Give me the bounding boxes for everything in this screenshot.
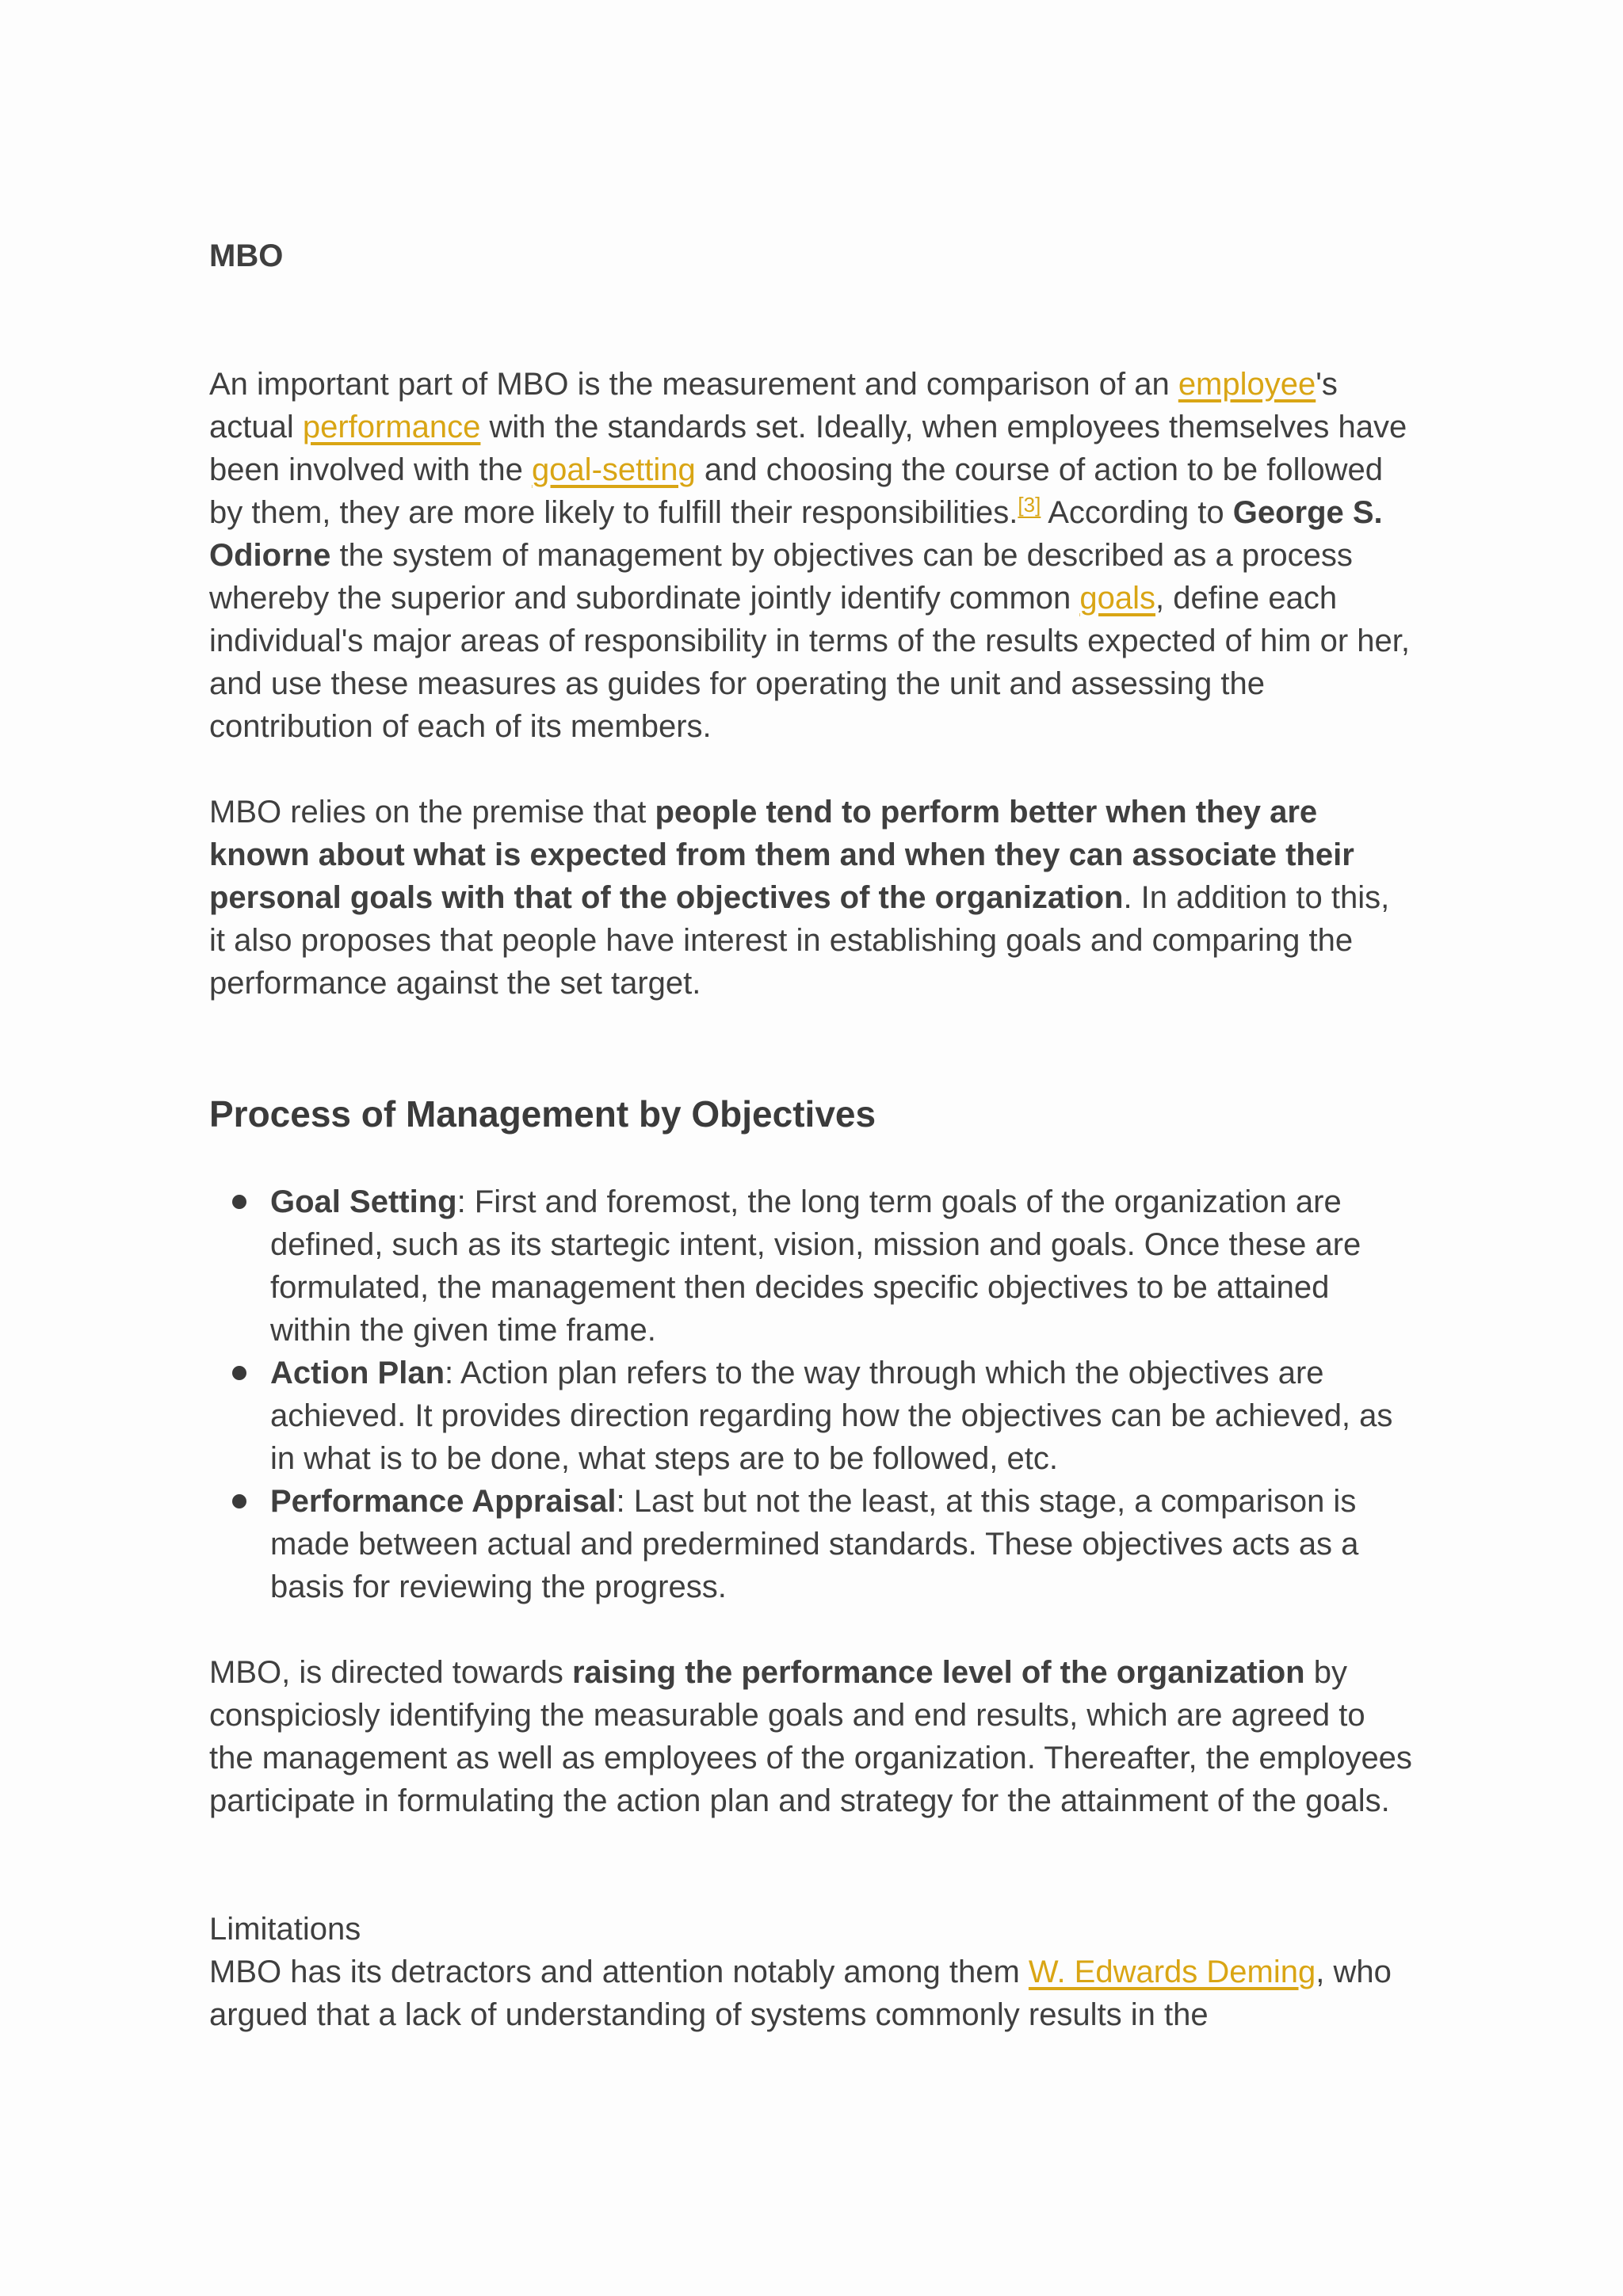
step-text: : Last but not the least, at this stage, a comparison is made between actual and predermined standards. These objectives acts as a basis for reviewing the progress. (270, 1484, 1359, 1604)
paragraph-mbo-direction (209, 1651, 1414, 1822)
bold-name-odiorne: George S. Odiorne (209, 495, 1383, 573)
paragraph-limitations (209, 1951, 1414, 2036)
list-item-performance-appraisal (209, 1480, 1414, 1608)
bullet-icon (232, 1366, 246, 1380)
text-segment: MBO, is directed towards (209, 1655, 572, 1690)
text-segment: 's actual (209, 367, 1338, 444)
text-segment: , define each individual's major areas of responsibility in terms of the results expected of him or her, and use these measures as guides for operating the unit and assessing the contribution of each of its members. (209, 581, 1410, 744)
link-goal-setting[interactable]: goal-setting (531, 452, 696, 487)
text-segment: the system of management by objectives can be described as a process whereby the superior and subordinate jointly identify common (209, 538, 1353, 616)
link-employee[interactable]: employee (1178, 367, 1316, 402)
text-segment: , who argued that a lack of understanding of systems commonly results in the (209, 1955, 1392, 2032)
bullet-icon (232, 1494, 246, 1508)
text-segment: and choosing the course of action to be followed by them, they are more likely to fulfill their responsibilities. (209, 452, 1383, 530)
bold-premise: people tend to perform better when they are known about what is expected from them and when they can associate their personal goals with that of the objectives of the organization (209, 795, 1354, 915)
document-title: MBO (209, 238, 284, 273)
link-w-edwards-deming[interactable]: W. Edwards Deming (1028, 1955, 1316, 1989)
bullet-icon (232, 1195, 246, 1209)
step-text: : First and foremost, the long term goals of the organization are defined, such as its startegic intent, vision, mission and goals. Once these are formulated, the management then decides specific objectives to be attained within the given time frame. (270, 1184, 1361, 1348)
step-term: Performance Appraisal (270, 1484, 617, 1519)
link-goals[interactable]: goals (1079, 581, 1156, 616)
paragraph-mbo-premise (209, 791, 1414, 1005)
paragraph-mbo-measurement (209, 363, 1414, 748)
text-segment: MBO relies on the premise that (209, 795, 655, 830)
step-text: : Action plan refers to the way through which the objectives are achieved. It provides direction regarding how the objectives can be achieved, as in what is to be done, what steps are to be followed, etc. (270, 1356, 1393, 1476)
step-term: Action Plan (270, 1356, 445, 1390)
text-segment: An important part of MBO is the measurement and comparison of an (209, 367, 1178, 402)
limitations-heading: Limitations (209, 1912, 361, 1947)
step-term: Goal Setting (270, 1184, 457, 1219)
list-item-action-plan (209, 1352, 1414, 1480)
link-performance[interactable]: performance (302, 410, 481, 444)
section-heading-process: Process of Management by Objectives (209, 1093, 876, 1135)
document-content (209, 235, 1414, 2036)
bold-performance-level: raising the performance level of the organization (571, 1655, 1305, 1690)
list-item-goal-setting (209, 1180, 1414, 1352)
citation-link[interactable]: [3] (1018, 493, 1041, 517)
text-segment: . In addition to this, it also proposes that people have interest in establishing goals and comparing the performance against the set target. (209, 880, 1390, 1001)
text-segment: According to (1041, 495, 1233, 530)
text-segment: with the standards set. Ideally, when employees themselves have been involved with the (209, 410, 1407, 487)
process-steps-list (209, 1180, 1414, 1608)
text-segment: by conspiciosly identifying the measurable goals and end results, which are agreed to the management as well as employees of the organization. Thereafter, the employees participate in formulating the action plan and strategy for the attainment of the goals. (209, 1655, 1412, 1818)
text-segment: MBO has its detractors and attention notably among them (209, 1955, 1029, 1989)
